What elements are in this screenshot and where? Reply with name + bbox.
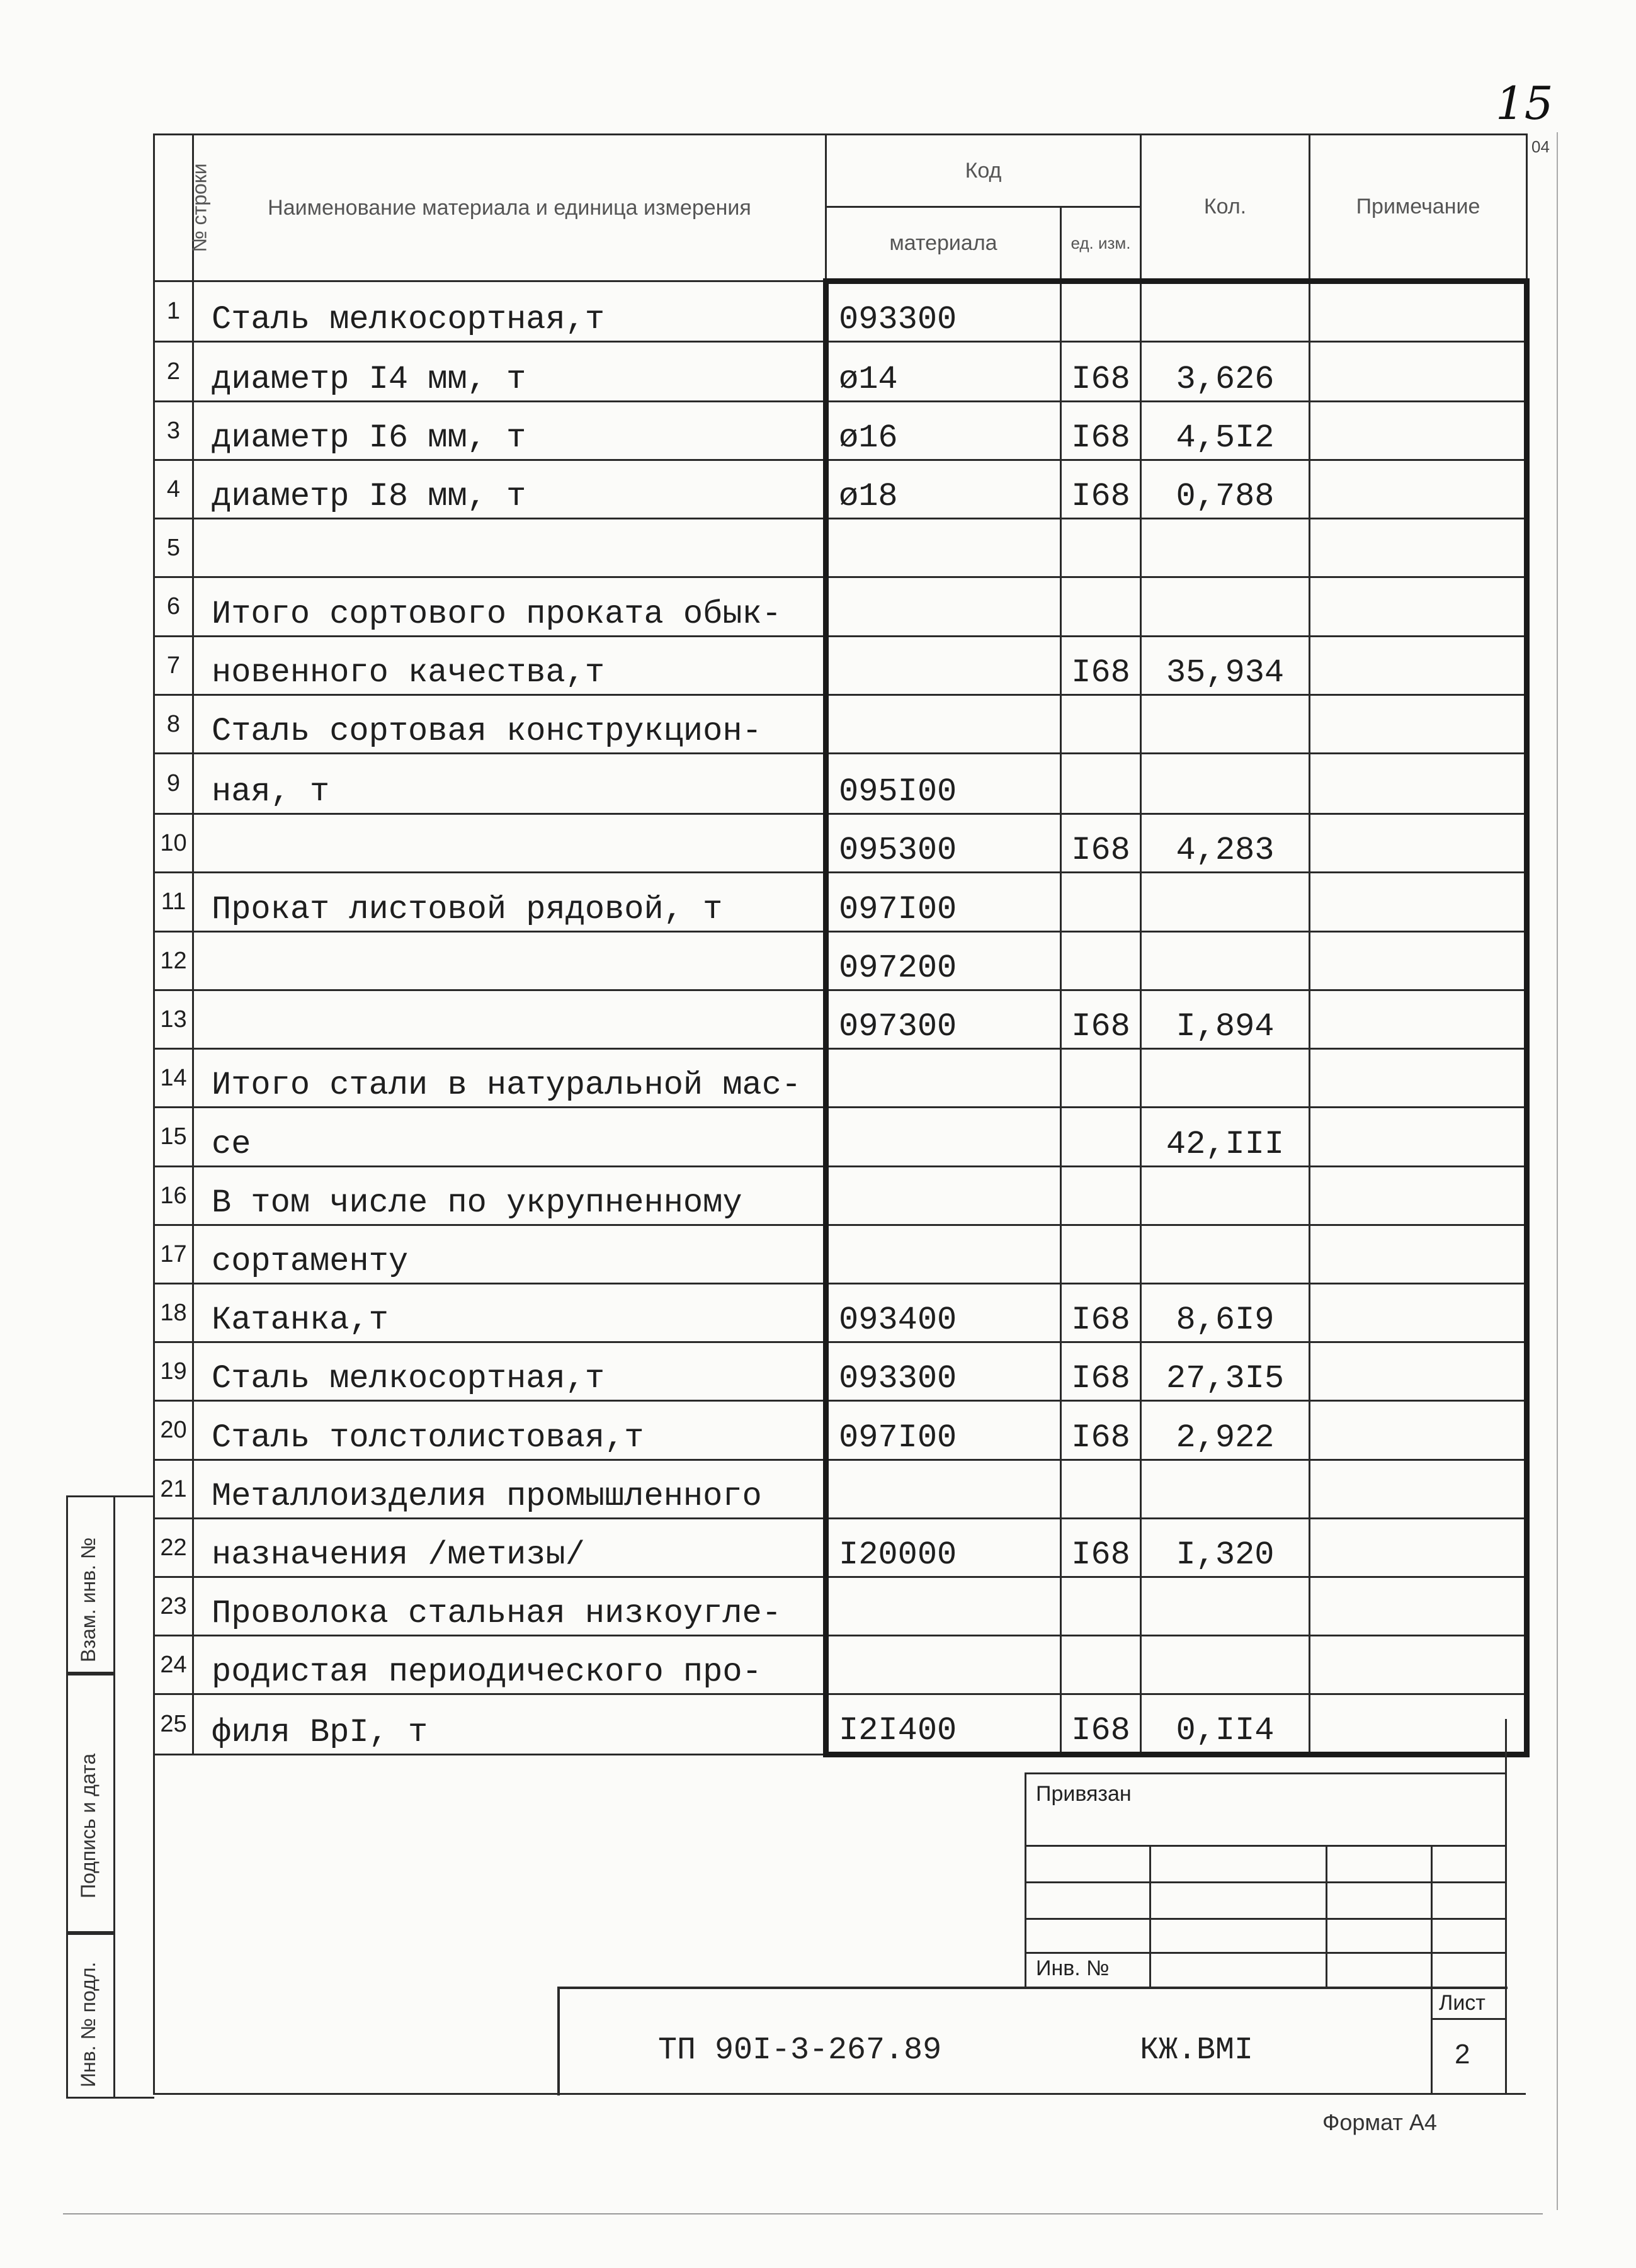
note (1310, 873, 1527, 932)
quantity (1141, 932, 1310, 990)
row-number: 4 (154, 460, 193, 519)
material-name: Проволока стальная низкоугле- (193, 1577, 826, 1636)
header-code-material: материала (826, 207, 1061, 281)
table-row (154, 637, 1527, 695)
unit-code: I68 (1061, 402, 1141, 460)
quantity (1141, 1167, 1310, 1225)
note (1310, 1577, 1527, 1636)
material-name: Катанка,т (193, 1284, 826, 1342)
quantity: 0,788 (1141, 460, 1310, 519)
material-code: 095I00 (826, 754, 1061, 814)
material-code: I2I400 (826, 1694, 1061, 1755)
table-row (154, 754, 1527, 814)
unit-code: I68 (1061, 990, 1141, 1049)
quantity: 42,III (1141, 1108, 1310, 1167)
quantity (1141, 519, 1310, 577)
material-name: Металлоизделия промышленного (193, 1460, 826, 1519)
privyazan-line-2 (1025, 1881, 1505, 1883)
row-number: 12 (154, 932, 193, 990)
title-vline-list (1431, 1987, 1433, 2093)
row-number: 9 (154, 754, 193, 814)
table-row (154, 814, 1527, 873)
note (1310, 402, 1527, 460)
label-vzam-inv: Взам. инв. № (77, 1537, 99, 1662)
row-number: 22 (154, 1519, 193, 1577)
material-name: Итого сортового проката обык- (193, 577, 826, 637)
unit-code (1061, 281, 1141, 342)
material-code: ø18 (826, 460, 1061, 519)
row-number: 18 (154, 1284, 193, 1342)
material-name: Сталь мелкосортная,т (193, 281, 826, 342)
unit-code (1061, 873, 1141, 932)
material-code (826, 1049, 1061, 1108)
unit-code (1061, 695, 1141, 754)
row-number: 19 (154, 1342, 193, 1401)
privyazan-vline-2 (1326, 1845, 1327, 1987)
format-label: Формат А4 (1322, 2109, 1437, 2135)
material-name: Сталь сортовая конструкцион- (193, 695, 826, 754)
unit-code (1061, 1225, 1141, 1284)
row-number: 16 (154, 1167, 193, 1225)
note (1310, 990, 1527, 1049)
material-name: В том числе по укрупненному (193, 1167, 826, 1225)
table-row (154, 1519, 1527, 1577)
header-code-unit: ед. изм. (1061, 207, 1141, 281)
material-name: ная, т (193, 754, 826, 814)
unit-code: I68 (1061, 460, 1141, 519)
note (1310, 1401, 1527, 1460)
table-row (154, 1460, 1527, 1519)
row-number: 23 (154, 1577, 193, 1636)
quantity: 0,II4 (1141, 1694, 1310, 1755)
material-name: новенного качества,т (193, 637, 826, 695)
unit-code: I68 (1061, 1694, 1141, 1755)
material-code: I20000 (826, 1519, 1061, 1577)
header-note: Примечание (1310, 135, 1527, 281)
inv-no-label: Инв. № (1036, 1956, 1110, 1980)
material-code (826, 1108, 1061, 1167)
row-number: 13 (154, 990, 193, 1049)
material-name: назначения /метизы/ (193, 1519, 826, 1577)
quantity (1141, 1577, 1310, 1636)
quantity: 27,3I5 (1141, 1342, 1310, 1401)
unit-code (1061, 1167, 1141, 1225)
doc-code: ТП 90I-3-267.89 (658, 2033, 942, 2068)
row-number: 14 (154, 1049, 193, 1108)
unit-code: I68 (1061, 814, 1141, 873)
quantity: I,320 (1141, 1519, 1310, 1577)
material-code: 097200 (826, 932, 1061, 990)
row-number: 6 (154, 577, 193, 637)
page-number-sub: 04 (1531, 137, 1550, 156)
unit-code (1061, 1636, 1141, 1694)
material-code (826, 1225, 1061, 1284)
table-row (154, 1225, 1527, 1284)
table-row (154, 402, 1527, 460)
row-number: 11 (154, 873, 193, 932)
row-number: 15 (154, 1108, 193, 1167)
row-number: 3 (154, 402, 193, 460)
note (1310, 932, 1527, 990)
material-name: родистая периодического про- (193, 1636, 826, 1694)
material-name (193, 814, 826, 873)
quantity (1141, 873, 1310, 932)
material-name: сортаменту (193, 1225, 826, 1284)
row-number: 2 (154, 342, 193, 402)
material-code: 097I00 (826, 1401, 1061, 1460)
material-name: се (193, 1108, 826, 1167)
table-row (154, 1049, 1527, 1108)
material-name: филя ВрI, т (193, 1694, 826, 1755)
quantity: 4,283 (1141, 814, 1310, 873)
table-row (154, 1284, 1527, 1342)
quantity (1141, 1460, 1310, 1519)
note (1310, 1049, 1527, 1108)
quantity: 35,934 (1141, 637, 1310, 695)
table-row (154, 281, 1527, 342)
privyazan-vline-3 (1431, 1845, 1433, 1987)
row-number: 25 (154, 1694, 193, 1755)
quantity (1141, 281, 1310, 342)
quantity: I,894 (1141, 990, 1310, 1049)
material-code: 095300 (826, 814, 1061, 873)
table-row (154, 990, 1527, 1049)
table-row (154, 460, 1527, 519)
unit-code: I68 (1061, 1284, 1141, 1342)
frame-left (153, 1719, 155, 2095)
material-code: ø14 (826, 342, 1061, 402)
quantity (1141, 1049, 1310, 1108)
note (1310, 1225, 1527, 1284)
table-row (154, 577, 1527, 637)
quantity: 3,626 (1141, 342, 1310, 402)
material-name (193, 519, 826, 577)
header-name: Наименование материала и единица измерения (193, 135, 826, 281)
unit-code: I68 (1061, 1401, 1141, 1460)
material-name: Прокат листовой рядовой, т (193, 873, 826, 932)
material-code (826, 1460, 1061, 1519)
table-row (154, 1694, 1527, 1755)
unit-code (1061, 932, 1141, 990)
note (1310, 1460, 1527, 1519)
unit-code (1061, 1577, 1141, 1636)
note (1310, 281, 1527, 342)
table-row (154, 1577, 1527, 1636)
unit-code (1061, 577, 1141, 637)
row-number: 5 (154, 519, 193, 577)
table-row (154, 695, 1527, 754)
material-name (193, 932, 826, 990)
material-code (826, 1167, 1061, 1225)
row-number: 7 (154, 637, 193, 695)
unit-code: I68 (1061, 342, 1141, 402)
note (1310, 695, 1527, 754)
material-code: 097I00 (826, 873, 1061, 932)
doc-mark: КЖ.ВМI (1140, 2033, 1254, 2068)
note (1310, 1342, 1527, 1401)
list-label: Лист (1439, 1991, 1485, 2015)
row-number: 10 (154, 814, 193, 873)
table-row (154, 342, 1527, 402)
material-code (826, 519, 1061, 577)
row-number: 17 (154, 1225, 193, 1284)
quantity (1141, 1225, 1310, 1284)
note (1310, 754, 1527, 814)
note (1310, 1519, 1527, 1577)
material-code: ø16 (826, 402, 1061, 460)
row-number: 21 (154, 1460, 193, 1519)
unit-code: I68 (1061, 1342, 1141, 1401)
material-code: 093400 (826, 1284, 1061, 1342)
quantity (1141, 695, 1310, 754)
row-number: 8 (154, 695, 193, 754)
material-name (193, 990, 826, 1049)
quantity: 4,5I2 (1141, 402, 1310, 460)
row-number: 1 (154, 281, 193, 342)
note (1310, 1108, 1527, 1167)
privyazan-line-3 (1025, 1918, 1505, 1920)
note (1310, 519, 1527, 577)
material-code (826, 1577, 1061, 1636)
table-row (154, 1636, 1527, 1694)
material-spec-table (153, 133, 1530, 1757)
quantity (1141, 577, 1310, 637)
privyazan-line-4 (1025, 1952, 1505, 1954)
material-name: диаметр I6 мм, т (193, 402, 826, 460)
material-code: 097300 (826, 990, 1061, 1049)
material-name: Сталь мелкосортная,т (193, 1342, 826, 1401)
scan-edge-bottom (63, 2213, 1543, 2214)
header-qty: Кол. (1141, 135, 1310, 281)
material-code (826, 1636, 1061, 1694)
label-inv-podl: Инв. № подл. (77, 1961, 99, 2087)
label-podpis-data: Подпись и дата (77, 1753, 99, 1898)
note (1310, 1167, 1527, 1225)
unit-code (1061, 1460, 1141, 1519)
header-row-no: № строки (154, 135, 193, 281)
stamp-blank-column (111, 1495, 154, 2099)
material-code: 093300 (826, 1342, 1061, 1401)
table-row (154, 1108, 1527, 1167)
row-number: 20 (154, 1401, 193, 1460)
privyazan-label: Привязан (1036, 1782, 1132, 1806)
quantity: 2,922 (1141, 1401, 1310, 1460)
unit-code: I68 (1061, 1519, 1141, 1577)
material-code (826, 695, 1061, 754)
quantity (1141, 754, 1310, 814)
material-code (826, 637, 1061, 695)
note (1310, 577, 1527, 637)
note (1310, 637, 1527, 695)
table-row (154, 932, 1527, 990)
unit-code: I68 (1061, 637, 1141, 695)
table-row (154, 1167, 1527, 1225)
unit-code (1061, 1108, 1141, 1167)
table-row (154, 1342, 1527, 1401)
privyazan-vline-1 (1149, 1845, 1151, 1987)
note (1310, 1636, 1527, 1694)
table-row (154, 519, 1527, 577)
unit-code (1061, 519, 1141, 577)
note (1310, 814, 1527, 873)
scan-edge-right (1557, 132, 1558, 2210)
privyazan-line-1 (1025, 1845, 1505, 1847)
unit-code (1061, 1049, 1141, 1108)
material-code (826, 577, 1061, 637)
header-code: Код (826, 135, 1141, 207)
note (1310, 342, 1527, 402)
row-number: 24 (154, 1636, 193, 1694)
material-name: диаметр I4 мм, т (193, 342, 826, 402)
material-name: диаметр I8 мм, т (193, 460, 826, 519)
page-number: 15 (1496, 77, 1554, 130)
material-name: Сталь толстолистовая,т (193, 1401, 826, 1460)
note (1310, 1284, 1527, 1342)
note (1310, 1694, 1527, 1755)
title-hline-list (1431, 2018, 1505, 2020)
table-row (154, 873, 1527, 932)
note (1310, 460, 1527, 519)
material-name: Итого стали в натуральной мас- (193, 1049, 826, 1108)
unit-code (1061, 754, 1141, 814)
list-value: 2 (1455, 2039, 1470, 2070)
quantity: 8,6I9 (1141, 1284, 1310, 1342)
table-row (154, 1401, 1527, 1460)
quantity (1141, 1636, 1310, 1694)
material-code: 093300 (826, 281, 1061, 342)
